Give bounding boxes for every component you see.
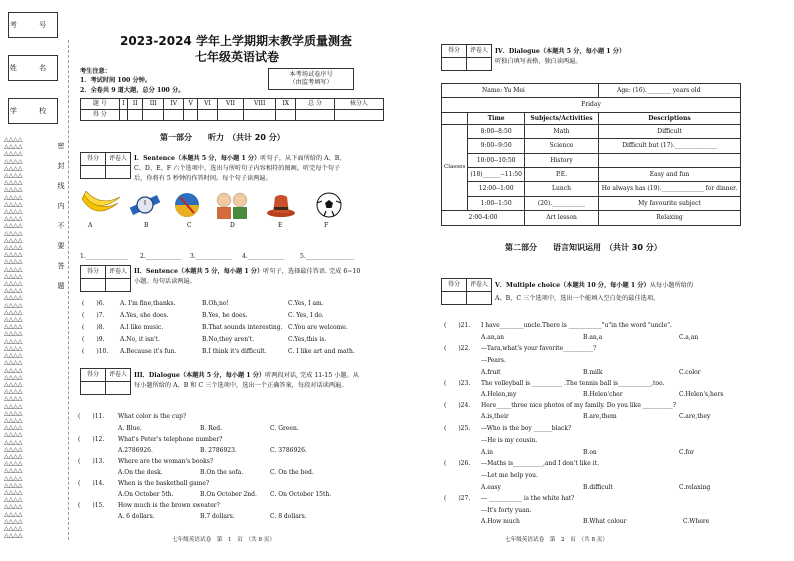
list-item[interactable]: ( )9. xyxy=(82,336,105,343)
table-row: 9:00--9:50 Science Difficult but (17).______________ xyxy=(442,139,741,153)
score-cell[interactable] xyxy=(198,110,218,121)
sec4-text: 听独白填写表格，独白读两遍。 xyxy=(495,58,582,65)
bananas-icon xyxy=(78,191,122,219)
day-cell: Friday xyxy=(442,98,741,112)
list-item[interactable]: ( )12. xyxy=(78,436,105,443)
name-cell: Name: Yu Mei xyxy=(442,84,599,98)
soccer-ball-icon xyxy=(314,191,344,219)
exam-number-label: 考 号 xyxy=(9,21,57,29)
sec5-text2: A、B、C 三个选项中，选出一个能填入空白处的最佳选项。 xyxy=(495,295,660,302)
option-a[interactable]: A.On the desk. xyxy=(118,469,163,476)
option-a[interactable]: A.is,their xyxy=(481,413,509,420)
grader-cell[interactable] xyxy=(467,58,492,71)
pic-label-a: A xyxy=(88,222,93,229)
list-item[interactable]: ( )24. xyxy=(444,402,471,409)
score-cell[interactable] xyxy=(296,110,335,121)
sec1-text1: 听句子，从下面所给的 A、B、 xyxy=(260,155,346,162)
option-c[interactable]: C. Green. xyxy=(270,425,299,432)
exam-title: 2023-2024 学年上学期期末教学质量测查 xyxy=(120,34,352,48)
option-b[interactable]: B.on xyxy=(583,449,597,456)
table-row: 12:00--1:00 Lunch He always has (19).______________ for dinner. xyxy=(442,182,741,196)
sec2-text1: 听句子，选择最佳答语. 完成 6~10 xyxy=(263,268,361,275)
exam-number-box xyxy=(8,12,58,38)
grader-box-4: 得分 评卷人 xyxy=(441,44,492,71)
notice-title: 考生注意： xyxy=(80,68,111,75)
school-label: 学 校 xyxy=(9,107,57,115)
score-cell[interactable] xyxy=(244,110,276,121)
exam-subtitle: 七年级英语试卷 xyxy=(195,50,280,64)
grader-cell[interactable] xyxy=(106,279,131,292)
option-c[interactable]: C. 8 dollars. xyxy=(270,513,307,520)
option-c[interactable]: C. I like art and math. xyxy=(288,348,355,355)
score-cell[interactable] xyxy=(119,110,128,121)
list-item[interactable]: ( )15. xyxy=(78,502,105,509)
option-a[interactable]: A. Blue. xyxy=(118,425,142,432)
pic-label-b: B xyxy=(144,222,149,229)
question-text: What color is the cup? xyxy=(118,413,187,420)
question-text: Where are the woman's books? xyxy=(118,458,214,465)
score-cell[interactable] xyxy=(442,58,467,71)
option-b[interactable]: B. 2786923. xyxy=(200,447,237,454)
binding-strip xyxy=(0,0,70,561)
option-b[interactable]: B.milk xyxy=(583,369,603,376)
footer-right: 七年级英语试卷 第 2 页 （共 8 页） xyxy=(505,537,608,543)
option-a[interactable]: A.easy xyxy=(481,484,501,491)
question-text: ---He is my cousin. xyxy=(481,437,538,444)
sec4-title: IV．Dialogue（本题共 5 分，每小题 1 分） xyxy=(495,48,626,55)
option-c[interactable]: C. 3786926. xyxy=(270,447,307,454)
grader-box-3: 得分 评卷人 xyxy=(80,368,131,395)
option-c[interactable]: C. On the bed. xyxy=(270,469,314,476)
col-time: Time xyxy=(468,112,525,124)
age-cell[interactable]: Age: (16).________ years old xyxy=(599,84,741,98)
pic-label-d: D xyxy=(230,222,235,229)
grandparents-icon xyxy=(212,191,252,221)
list-item[interactable]: ( )10. xyxy=(82,348,109,355)
option-b[interactable]: B.Oh,no! xyxy=(202,300,229,307)
option-b[interactable]: B.difficult xyxy=(583,484,613,491)
option-c[interactable]: C.Helen's,hers xyxy=(679,391,724,398)
option-c[interactable]: C. Yes, I do. xyxy=(288,312,324,319)
score-cell[interactable] xyxy=(143,110,164,121)
list-item[interactable]: ( )23. xyxy=(444,380,471,387)
option-b[interactable]: B.7 dollars. xyxy=(200,513,235,520)
question-text: ---It's forty yuan. xyxy=(481,507,532,514)
option-a[interactable]: A.Because it's fun. xyxy=(120,348,177,355)
sec3-title: III．Dialogue（本题共 5 分，每小题 1 分） xyxy=(134,372,266,379)
option-c[interactable]: C.Yes, I am. xyxy=(288,300,324,307)
option-b[interactable]: B.No,they aren't. xyxy=(202,336,255,343)
option-a[interactable]: A.2786926. xyxy=(118,447,153,454)
option-a[interactable]: A.Helen,my xyxy=(481,391,517,398)
option-a[interactable]: A.How much xyxy=(481,518,520,525)
sec1-title: I．Sentence（本题共 5 分，每小题 1 分） xyxy=(134,155,261,162)
notice-2: 2．全卷共 9 道大题，总分 100 分。 xyxy=(80,87,185,94)
sec3-text2: 每小题所给的 A、B 和 C 三个选项中，选出一个正确答案，每段对话读两遍。 xyxy=(134,382,348,389)
option-c[interactable]: C.Where xyxy=(683,518,710,525)
seal-line-text: 密 封 线 内 不 要 答 题 xyxy=(57,142,65,290)
score-table xyxy=(80,98,384,121)
option-c[interactable]: C.You are welcome. xyxy=(288,324,348,331)
question-text: ---Pears. xyxy=(481,357,506,364)
score-cell[interactable] xyxy=(276,110,296,121)
list-item[interactable]: ( )25. xyxy=(444,425,471,432)
score-cell[interactable] xyxy=(81,166,106,179)
option-c[interactable]: C.for xyxy=(679,449,694,456)
blank-2[interactable]: 2.____________ xyxy=(140,253,182,260)
blank-5[interactable]: 5.________________ xyxy=(300,253,354,260)
table-row: 1:00--1:50 (20).___________ My favourite subject xyxy=(442,196,741,210)
list-item[interactable]: ( )22. xyxy=(444,345,471,352)
part1-title: 第一部分 听力 （共计 20 分） xyxy=(160,133,285,142)
option-c[interactable]: C.are,they xyxy=(679,413,711,420)
list-item[interactable]: ( )14. xyxy=(78,480,105,487)
blank-3[interactable]: 3.____________ xyxy=(190,253,232,260)
score-cell[interactable] xyxy=(128,110,143,121)
col-subject: Subjects/Activities xyxy=(525,112,599,124)
footer-left: 七年级英语试卷 第 1 页 （共 8 页） xyxy=(172,537,275,543)
table-row: Classes 8:00--8:50 Math Difficult xyxy=(442,124,741,138)
grader-cell[interactable] xyxy=(106,166,131,179)
list-item[interactable]: ( )21. xyxy=(444,322,471,329)
score-value-row: 得 分 xyxy=(81,110,384,121)
question-text: The volleyball is __________ .The tennis ball is___________,too. xyxy=(481,380,665,387)
score-header-row: 题 号 I II III IV V VI VII VIII IX 总 分 核分人 xyxy=(81,99,384,110)
pic-label-c: C xyxy=(187,222,192,229)
list-item[interactable]: ( )7. xyxy=(82,312,105,319)
part2-title: 第二部分 语言知识运用 （共计 30 分） xyxy=(505,243,662,252)
hat-icon xyxy=(266,191,296,219)
option-b[interactable]: B.are,them xyxy=(583,413,617,420)
score-cell[interactable] xyxy=(81,382,106,395)
school-box xyxy=(8,98,58,124)
table-row: (18)______--11:50 P.E. Easy and fun xyxy=(442,167,741,181)
grader-cell[interactable] xyxy=(106,382,131,395)
option-a[interactable]: A.Yes, she does. xyxy=(120,312,169,319)
option-b[interactable]: B.On the sofa. xyxy=(200,469,244,476)
sec1-text2: C、D、E、F 六个选项中，选出与所听句子内容相符的图画。听完每个句子 xyxy=(134,165,341,172)
question-text: How much is the brown sweater? xyxy=(118,502,220,509)
option-c[interactable]: C. On October 15th. xyxy=(270,491,332,498)
score-cell[interactable] xyxy=(334,110,383,121)
table-row: 2:00-4:00 Art lesson Relaxing xyxy=(442,211,741,225)
grader-box-2: 得分 评卷人 xyxy=(80,265,131,292)
triangle-pattern: △△△△ △△△△ △△△△ △△△△ △△△△ △△△△ △△△△ △△△△ △△△△ △△△△ △△△△ △△△△ △△△△ △△△△ △△△△ △△△△ △△△△ △△△△ △△△△ △△△△ △△△△ △△△△ △△△△ △△△△ △△△△ △△△△ △△△△ △△△△ △△△△ △△△△ △△△△ △△△△ △△△△ △△△△ △△△△ △△△△ △△△△ △△△△ △△△△ △△△△ △△△△ △△△△ △△△△ △△△△ △△△△ △△△△ △△△△ △△△△ △△△△ △△△△ △△△△ △△△△ △△△△ △△△△ △△△△ △△△△ xyxy=(4,136,23,540)
seal-dashed-line xyxy=(68,40,69,540)
sec1-text3: 后，你将有 5 秒钟的作答时间。每个句子读两遍。 xyxy=(134,175,272,182)
question-text: ---Maths is__________,and I don't like it. xyxy=(481,460,599,467)
option-a[interactable]: A.in xyxy=(481,449,494,456)
col-desc: Descriptions xyxy=(599,112,741,124)
seat-number-box: 本考场试卷序号 （由监考填写） xyxy=(268,68,354,90)
score-cell[interactable] xyxy=(217,110,243,121)
list-item[interactable]: ( )6. xyxy=(82,300,105,307)
option-a[interactable]: A.an,an xyxy=(481,334,505,341)
grader-cell[interactable] xyxy=(467,292,492,305)
option-b[interactable]: B.Helen'cher xyxy=(583,391,623,398)
question-text: What's Peter's telephone number? xyxy=(118,436,223,443)
blank-1[interactable]: 1.______________ xyxy=(80,253,128,260)
option-c[interactable]: C.color xyxy=(679,369,701,376)
pic-label-e: E xyxy=(278,222,283,229)
classes-label: Classes xyxy=(442,124,468,210)
option-a[interactable]: A.No, it isn't. xyxy=(120,336,160,343)
watch-icon xyxy=(128,191,162,219)
basketball-icon xyxy=(172,191,202,219)
score-cell[interactable] xyxy=(184,110,198,121)
option-b[interactable]: B.an,a xyxy=(583,334,603,341)
question-text: Here_____three nice photos of my family. Do you like __________? xyxy=(481,402,676,409)
list-item[interactable]: ( )8. xyxy=(82,324,105,331)
notice-1: 1．考试时间 100 分钟。 xyxy=(80,77,152,84)
option-b[interactable]: B.That sounds interesting. xyxy=(202,324,283,331)
list-item[interactable]: ( )27. xyxy=(444,495,471,502)
option-c[interactable]: C.relaxing xyxy=(679,484,711,491)
question-text: When is the basketball game? xyxy=(118,480,210,487)
pic-label-f: F xyxy=(324,222,329,229)
option-a[interactable]: A. 6 dollars. xyxy=(118,513,155,520)
score-cell[interactable] xyxy=(442,292,467,305)
sec5-text1: 从每小题所给的 xyxy=(649,282,694,289)
question-text: ---Who is the boy ______black? xyxy=(481,425,572,432)
option-a[interactable]: A.I like music. xyxy=(120,324,164,331)
option-b[interactable]: B. Red. xyxy=(200,425,223,432)
blank-4[interactable]: 4.____________ xyxy=(242,253,284,260)
name-label: 姓 名 xyxy=(9,64,57,72)
question-text: I have________uncle.There is ___________"u"in the word "uncle". xyxy=(481,322,672,329)
option-a[interactable]: A.fruit xyxy=(481,369,501,376)
question-text: ---Let me help you. xyxy=(481,472,538,479)
list-item[interactable]: ( )11. xyxy=(78,413,105,420)
list-item[interactable]: ( )13. xyxy=(78,458,105,465)
option-c[interactable]: C.Yes,this is. xyxy=(288,336,327,343)
score-cell[interactable] xyxy=(164,110,184,121)
score-cell[interactable] xyxy=(81,279,106,292)
sec2-text2: 小题。每句话读两遍。 xyxy=(134,278,196,285)
sec3-text1: 听两段对话, 完成 11-15 小题。从 xyxy=(265,372,359,379)
sec2-title: II．Sentence（本题共 5 分，每小题 1 分） xyxy=(134,268,264,275)
option-b[interactable]: B.On October 2nd. xyxy=(200,491,257,498)
option-b[interactable]: B.Yes, he does. xyxy=(202,312,248,319)
option-b[interactable]: B.I think it's difficult. xyxy=(202,348,267,355)
option-a[interactable]: A. I'm fine,thanks. xyxy=(120,300,176,307)
option-c[interactable]: C.a,an xyxy=(679,334,699,341)
grader-box-5: 得分 评卷人 xyxy=(441,278,492,305)
option-a[interactable]: A.On October 5th. xyxy=(118,491,174,498)
option-b[interactable]: B.What colour xyxy=(583,518,627,525)
sec5-title: V．Multiple choice（本题共 10 分，每小题 1 分） xyxy=(495,282,650,289)
name-box xyxy=(8,55,58,81)
schedule-table xyxy=(441,83,741,226)
question-text: ---Tara,what's your favorite__________? xyxy=(481,345,597,352)
table-row: 10:00--10:50 History xyxy=(442,153,741,167)
list-item[interactable]: ( )26. xyxy=(444,460,471,467)
grader-box-1: 得分 评卷人 xyxy=(80,152,131,179)
question-text: --- ___________ is the white hat? xyxy=(481,495,575,502)
